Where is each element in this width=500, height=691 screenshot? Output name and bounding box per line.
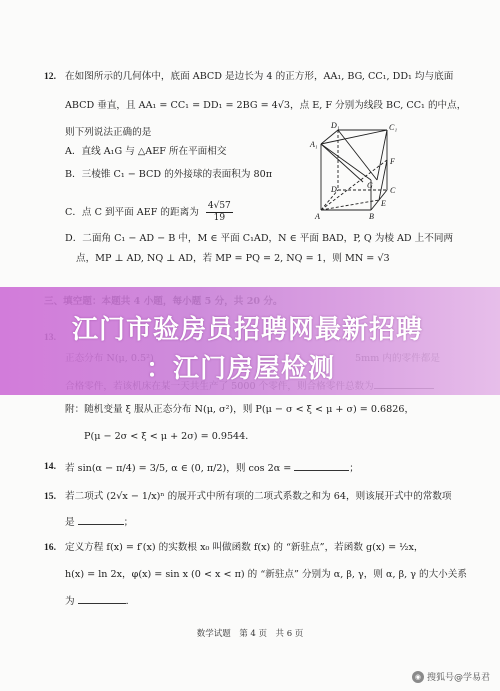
banner-title-line2: ：江门房屋检测 xyxy=(146,354,336,384)
q14-number: 14. xyxy=(44,461,56,472)
label-a1: A₁ xyxy=(310,140,318,149)
q12-stem-line3: 则下列说法正确的是 xyxy=(65,127,152,138)
edge-c1-g xyxy=(377,130,387,180)
q14-line xyxy=(65,460,359,475)
q15-end: ； xyxy=(123,517,134,528)
q12-stem-line2: ABCD 垂直，且 AA₁ = CC₁ = DD₁ = 2BG = 4√3，点 E, F 分别为线段 BC, CC₁ 的中点， xyxy=(65,100,467,111)
q12-number: 12. xyxy=(44,71,56,82)
label-g: G xyxy=(367,181,373,190)
q16-end: ． xyxy=(125,596,136,607)
q15-line2 xyxy=(65,514,133,529)
q12-option-c-text: C．点 C 到平面 AEF 的距离为 xyxy=(65,207,199,218)
paw-icon: ◉ xyxy=(412,671,424,683)
page-footer: 数学试题 第 4 页 共 6 页 xyxy=(196,629,304,639)
q12-option-d-line2: 点，MP ⊥ AD, NQ ⊥ AD，若 MP = PQ = 2, NQ = 1，则 MN = √3 xyxy=(76,253,390,264)
fraction-denominator: 19 xyxy=(213,213,226,223)
q14-end: ； xyxy=(349,463,359,474)
edge-a1-g xyxy=(321,144,363,182)
q12-option-d-line1: D．二面角 C₁ − AD − B 中，M ∈ 平面 C₁AD，N ∈ 平面 BAD，P, Q 为棱 AD 上不同两 xyxy=(65,233,454,244)
q16-answer-blank xyxy=(78,593,126,604)
label-d: D xyxy=(331,185,337,194)
label-e: E xyxy=(381,199,386,208)
q12-stem-line1: 在如图所示的几何体中，底面 ABCD 是边长为 4 的正方形，AA₁, BG, CC₁, DD₁ 均与底面 xyxy=(65,71,454,82)
headline-banner xyxy=(0,287,500,395)
q12-option-c-fraction xyxy=(206,201,233,224)
fraction-numerator: 4√57 xyxy=(207,201,231,211)
q15-line2-text: 是 xyxy=(65,517,75,528)
label-d1: D₁ xyxy=(331,121,340,130)
q16-line3 xyxy=(65,593,135,608)
q12-option-b: B．三棱锥 C₁ − BCD 的外接球的表面积为 80π xyxy=(65,169,273,180)
q13-note-line1: 附：随机变量 ξ 服从正态分布 N(μ, σ²)，则 P(μ − σ < ξ < μ + σ) = 0.6826， xyxy=(65,404,415,415)
q16-line2: h(x) = ln 2x，φ(x) = sin x (0 < x < π) 的 “新驻点” 分别为 α, β, γ，则 α, β, γ 的大小关系 xyxy=(65,569,467,580)
q12-option-c xyxy=(65,201,233,224)
q16-line3-text: 为 xyxy=(65,596,75,607)
sohu-watermark xyxy=(412,670,490,683)
label-a: A xyxy=(315,212,320,221)
q14-answer-blank xyxy=(294,460,349,471)
banner-title-line1: 江门市验房员招聘网最新招聘 xyxy=(72,315,424,345)
label-b: B xyxy=(369,212,374,221)
q15-answer-blank xyxy=(78,514,124,525)
label-c1: C₁ xyxy=(389,123,398,132)
label-c: C xyxy=(390,186,396,195)
geometry-figure xyxy=(305,120,415,225)
edge-a1-c1 xyxy=(321,130,387,144)
edge-a-e xyxy=(321,200,379,210)
q12-option-a: A．直线 A₁G 与 △AEF 所在平面相交 xyxy=(65,146,227,157)
watermark-text: 搜狐号@学易君 xyxy=(426,673,490,683)
label-f: F xyxy=(390,157,395,166)
q15-number: 15. xyxy=(44,491,56,502)
q13-note-line2: P(μ − 2σ < ξ < μ + 2σ) = 0.9544． xyxy=(84,431,255,442)
q16-number: 16. xyxy=(44,542,56,553)
q15-line1: 若二项式 (2√x − 1/x)ⁿ 的展开式中所有项的二项式系数之和为 64，则该展开式中的常数项 xyxy=(65,491,452,502)
q16-line1: 定义方程 f(x) = f′(x) 的实数根 x₀ 叫做函数 f(x) 的 “新驻点”，若函数 g(x) = ½x， xyxy=(65,542,424,553)
q14-text: 若 sin(α − π/4) = 3/5, α ∈ (0, π/2)，则 cos 2α = xyxy=(65,463,292,474)
